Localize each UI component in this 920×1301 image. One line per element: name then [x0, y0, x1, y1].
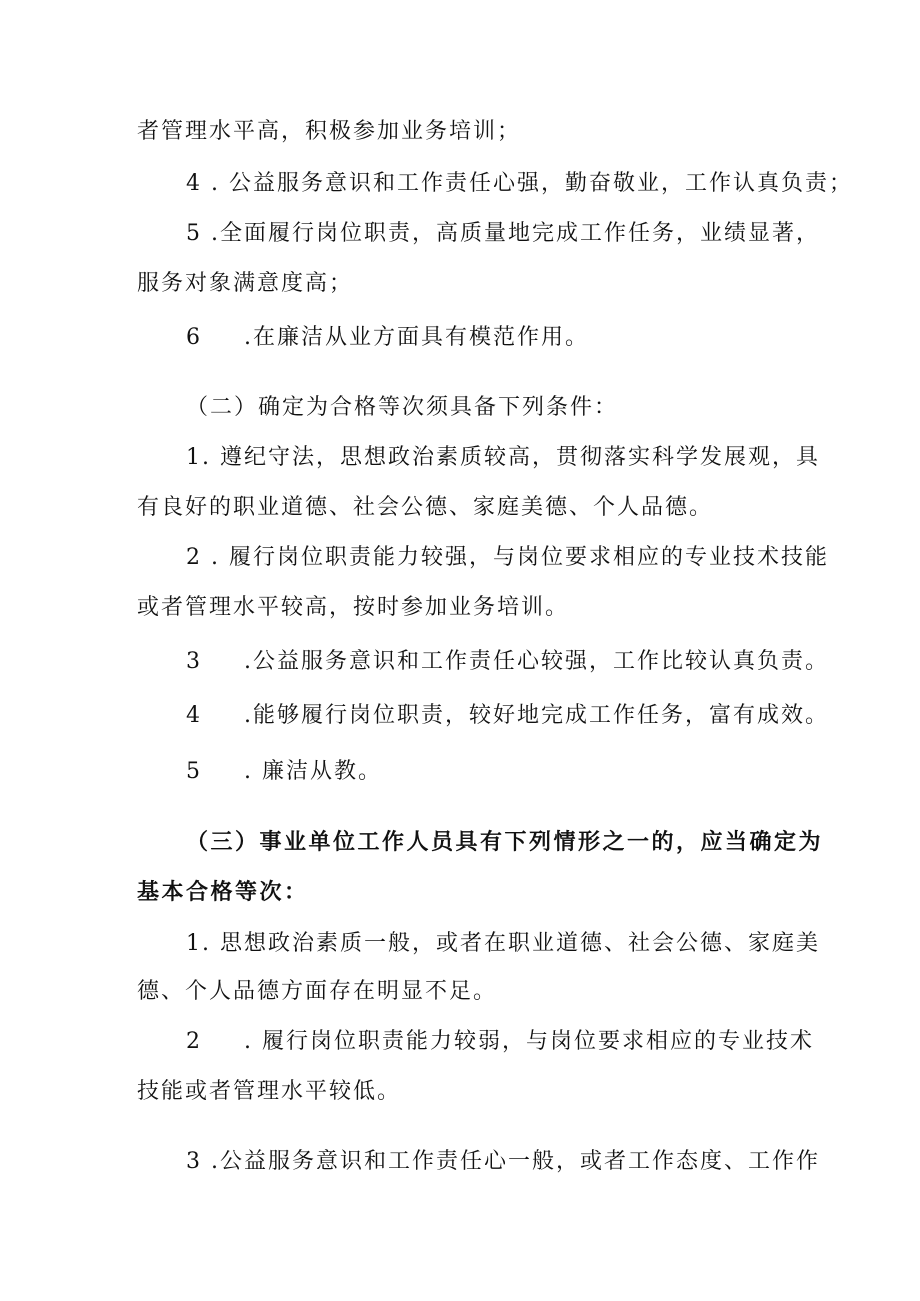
list-number: 6	[186, 325, 200, 350]
list-item-5: 5 .全面履行岗位职责，高质量地完成工作任务，业绩显著，	[186, 221, 820, 246]
text-line: 服务对象满意度高；	[137, 271, 354, 296]
list-number: 3	[186, 649, 200, 674]
section-heading-continuation: 基本合格等次：	[137, 879, 309, 905]
list-item-4: .能够履行岗位职责，较好地完成工作任务，富有成效。	[244, 703, 829, 728]
text-line: 者管理水平高，积极参加业务培训；	[137, 119, 522, 144]
list-item-5: . 廉洁从教。	[244, 759, 382, 784]
text-line: 技能或者管理水平较低。	[137, 1079, 402, 1104]
list-item-2: . 履行岗位职责能力较弱，与岗位要求相应的专业技术	[244, 1029, 814, 1054]
text-line: 或者管理水平较高，按时参加业务培训。	[137, 595, 570, 620]
list-item-3: .公益服务意识和工作责任心较强，工作比较认真负责。	[244, 649, 829, 674]
text-line: 德、个人品德方面存在明显不足。	[137, 979, 498, 1004]
list-number: 2	[186, 1029, 200, 1054]
section-heading: （三）事业单位工作人员具有下列情形之一的，应当确定为	[186, 829, 824, 855]
text-line: 有良好的职业道德、社会公德、家庭美德、个人品德。	[137, 495, 714, 520]
list-item-1: 1. 思想政治素质一般，或者在职业道德、社会公德、家庭美	[186, 931, 820, 956]
list-number: 4	[186, 703, 200, 728]
list-item-2: 2 . 履行岗位职责能力较强，与岗位要求相应的专业技术技能	[186, 545, 829, 570]
list-number: 5	[186, 759, 200, 784]
list-item-1: 1. 遵纪守法，思想政治素质较高，贯彻落实科学发展观，具	[186, 445, 820, 470]
list-item-3: 3 .公益服务意识和工作责任心一般，或者工作态度、工作作	[186, 1149, 820, 1174]
list-item-6: .在廉洁从业方面具有模范作用。	[244, 325, 589, 350]
list-item-4: 4 . 公益服务意识和工作责任心强，勤奋敬业，工作认真负责；	[186, 171, 853, 196]
section-heading: （二）确定为合格等次须具备下列条件：	[186, 395, 619, 420]
